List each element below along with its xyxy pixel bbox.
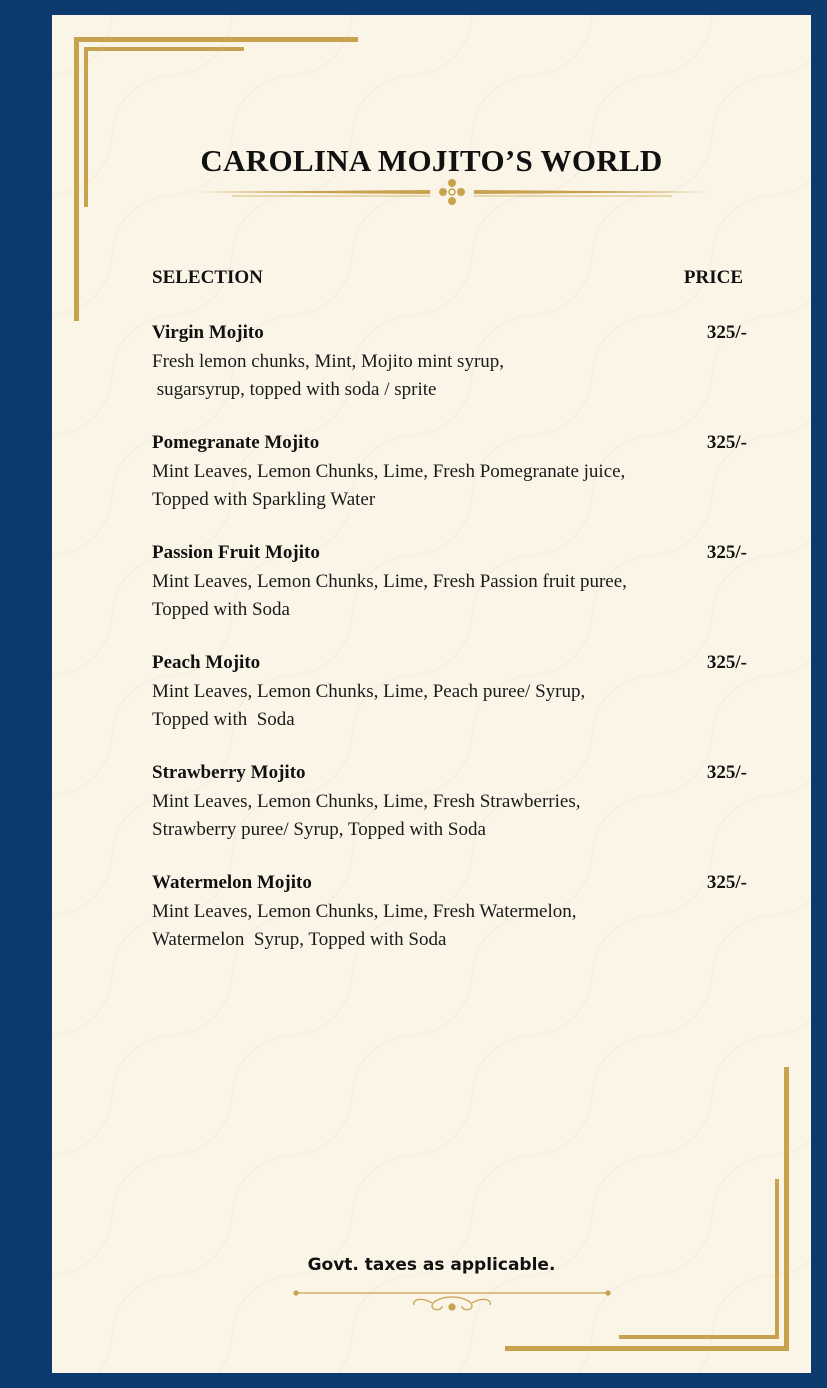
fleur-divider-icon [192,177,712,207]
item-description-line: Topped with Sparkling Water [152,489,376,510]
item-name: Watermelon Mojito [152,872,312,893]
item-price: 325/- [706,432,747,453]
corner-frame-top-left-outer-h [74,37,358,42]
item-description-line: Mint Leaves, Lemon Chunks, Lime, Peach puree/ Syrup, [152,681,586,702]
corner-frame-top-left-inner-v [84,47,88,207]
item-description-line: Mint Leaves, Lemon Chunks, Lime, Fresh Watermelon, [152,901,577,922]
item-description-line: Mint Leaves, Lemon Chunks, Lime, Fresh Passion fruit puree, [152,571,627,592]
corner-frame-bottom-right-inner-h [619,1335,779,1339]
item-price: 325/- [706,542,747,563]
corner-frame-top-left-inner-h [84,47,244,51]
item-price: 325/- [706,652,747,673]
item-name: Peach Mojito [152,652,261,673]
menu-item [152,870,747,954]
menu-item [152,760,747,844]
item-description [152,348,747,404]
item-description-line: Topped with Soda [152,599,290,620]
item-description [152,678,747,734]
price-header: PRICE [683,267,743,288]
item-name: Passion Fruit Mojito [152,542,320,563]
menu-page [52,15,811,1373]
item-description-line: Watermelon Syrup, Topped with Soda [152,929,447,950]
item-price: 325/- [706,872,747,893]
scroll-divider-icon [292,1285,612,1315]
item-name: Pomegranate Mojito [152,432,320,453]
item-description-line: Fresh lemon chunks, Mint, Mojito mint syrup, [152,351,505,372]
menu-item [152,430,747,514]
item-price: 325/- [706,762,747,783]
item-name: Virgin Mojito [152,322,264,343]
item-description [152,458,747,514]
item-description-line: Mint Leaves, Lemon Chunks, Lime, Fresh Strawberries, [152,791,581,812]
item-description-line: Topped with Soda [152,709,295,730]
corner-frame-bottom-right-outer-h [505,1346,789,1351]
tax-note: Govt. taxes as applicable. [307,1255,556,1275]
menu-title: CAROLINA MOJITO’S WORLD [200,143,663,178]
item-description [152,788,747,844]
menu-item [152,650,747,734]
item-description [152,568,747,624]
corner-frame-top-left-outer-v [74,37,79,321]
item-description [152,898,747,954]
item-description-line: sugarsyrup, topped with soda / sprite [152,379,437,400]
item-description-line: Strawberry puree/ Syrup, Topped with Soda [152,819,486,840]
corner-frame-bottom-right-outer-v [784,1067,789,1351]
item-name: Strawberry Mojito [152,762,306,783]
item-price: 325/- [706,322,747,343]
selection-header: SELECTION [152,267,263,288]
menu-item [152,540,747,624]
item-description-line: Mint Leaves, Lemon Chunks, Lime, Fresh Pomegranate juice, [152,461,626,482]
menu-item [152,320,747,404]
